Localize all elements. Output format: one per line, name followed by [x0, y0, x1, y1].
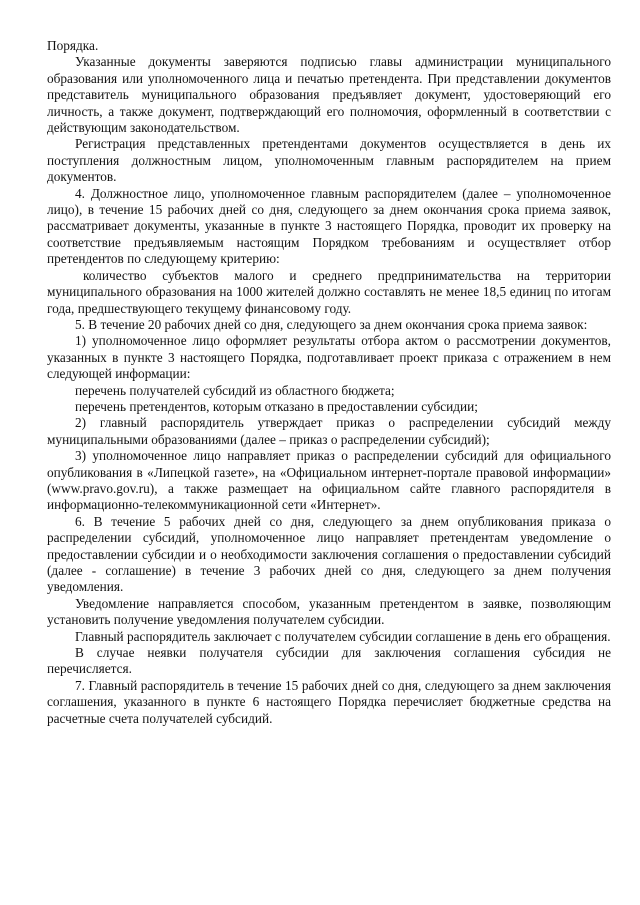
paragraph-item-5-2: 2) главный распорядитель утверждает приказ о распределении субсидий между муниципальными образованиями (далее – приказ о распределении субсидий);: [47, 415, 611, 447]
paragraph-registration: Регистрация представленных претендентами документов осуществляется в день их поступления должностным лицом, уполномоченным главным распорядителем на прием документов.: [47, 136, 611, 185]
paragraph-item-5-3: 3) уполномоченное лицо направляет приказ о распределении субсидий для официального опубликования в «Липецкой газете», на «Официальном интернет-портале правовой информации» (www.pravo.gov.ru), а также размещает на официальном сайте главного распорядителя в информационно-телекоммуникационной сети «Интернет».: [47, 448, 611, 513]
paragraph-item-4: 4. Должностное лицо, уполномоченное главным распорядителем (далее – уполномоченное лицо), в течение 15 рабочих дней со дня, следующего за днем окончания срока приема заявок, рассматривает документы, указанные в пункте 3 настоящего Порядка, проводит их проверку на соответствие предъявляемым настоящим Порядком требованиям и осуществляет отбор претендентов по следующему критерию:: [47, 185, 611, 267]
paragraph-agreement: Главный распорядитель заключает с получателем субсидии соглашение в день его обращения.: [75, 628, 611, 644]
paragraph-criterion: количество субъектов малого и среднего предпринимательства на территории муниципального образования на 1000 жителей должно составлять не менее 18,5 единиц по итогам года, предшествующего текущему финансовому году.: [47, 267, 611, 316]
paragraph-item-6: 6. В течение 5 рабочих дней со дня, следующего за днем опубликования приказа о распределении субсидий, уполномоченное лицо направляет претендентам уведомление о предоставлении субсидии и о необходимости заключения соглашения о предоставлении субсидий (далее - соглашение) в течение 3 рабочих дней со дня, следующего за днем получения уведомления.: [47, 513, 611, 595]
paragraph-item-5-1: 1) уполномоченное лицо оформляет результаты отбора актом о рассмотрении документов, указанных в пункте 3 настоящего Порядка, подготавливает проект приказа с отражением в нем следующей информации:: [47, 333, 611, 382]
paragraph-refused-list: перечень претендентов, которым отказано в предоставлении субсидии;: [75, 398, 478, 414]
document-page: [47, 38, 611, 727]
paragraph-documents-certification: Указанные документы заверяются подписью главы администрации муниципального образования или уполномоченного лица и печатью претендента. При представлении документов представитель муниципального образования предъявляет документ, удостоверяющий его личность, а также документ, подтверждающий его полномочия, оформленный в соответствии с действующим законодательством.: [47, 54, 611, 136]
paragraph-item-5: 5. В течение 20 рабочих дней со дня, следующего за днем окончания срока приема заявок:: [75, 316, 588, 332]
paragraph-non-appearance: В случае неявки получателя субсидии для заключения соглашения субсидия не перечисляется.: [47, 645, 611, 677]
paragraph-continuation: Порядка.: [47, 38, 99, 53]
paragraph-notification: Уведомление направляется способом, указанным претендентом в заявке, позволяющим установить получение уведомления получателем субсидии.: [47, 595, 611, 628]
paragraph-recipients-list: перечень получателей субсидий из областного бюджета;: [75, 382, 395, 398]
paragraph-item-7: 7. Главный распорядитель в течение 15 рабочих дней со дня, следующего за днем заключения соглашения, указанного в пункте 6 настоящего Порядка перечисляет бюджетные средства на расчетные счета получателей субсидий.: [47, 677, 611, 726]
